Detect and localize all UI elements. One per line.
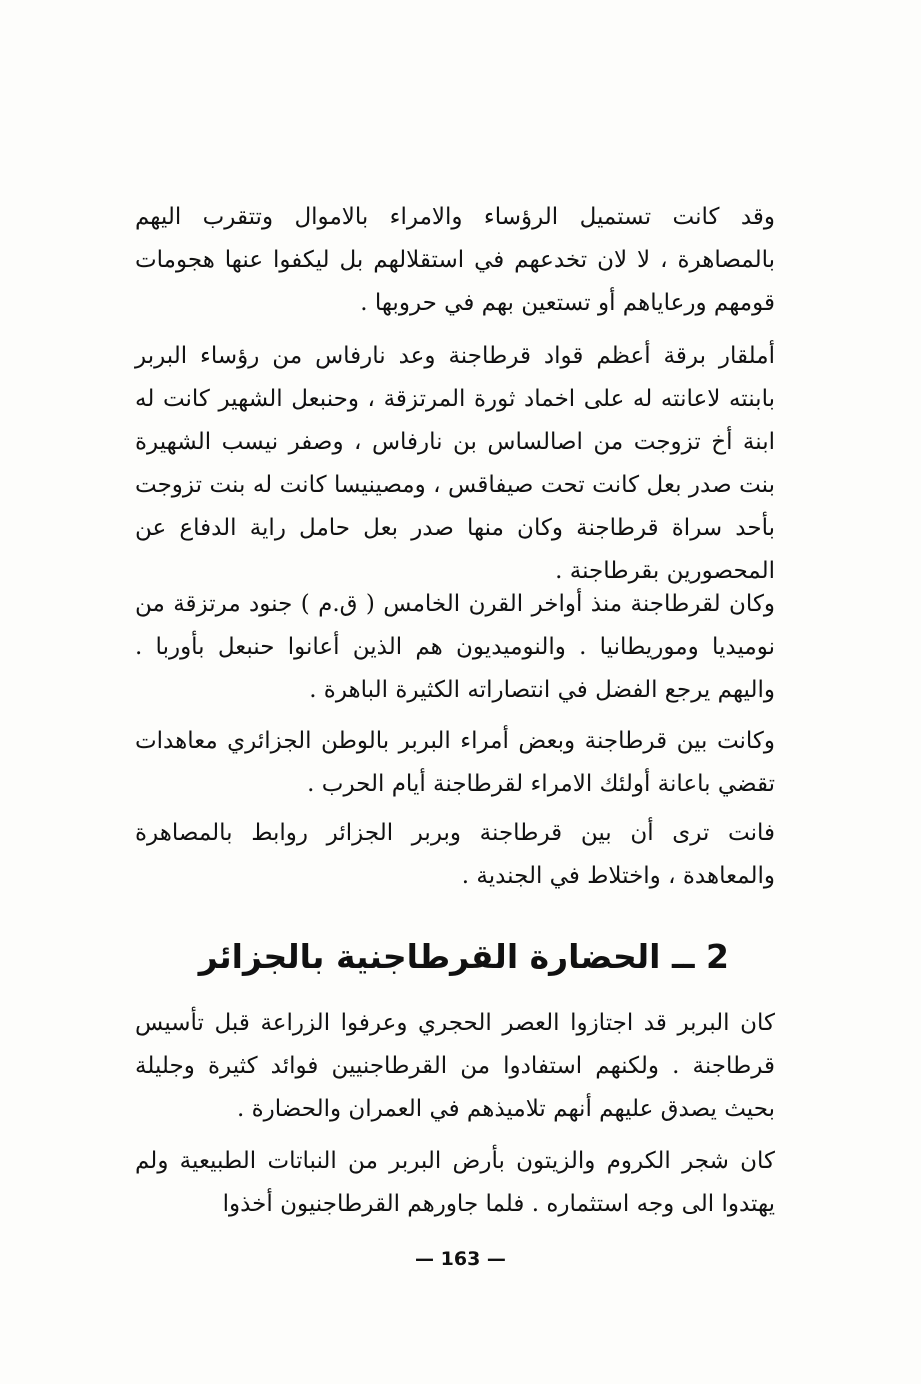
paragraph-hamilcar-examples: أملقار برقة أعظم قواد قرطاجنة وعد نارفاس من رؤساء البربر بابنته لاعانته له على اخماد ثورة المرتزقة ، وحنبعل الشهير كانت له ابنة أخ تزوجت من اصالساس بن نارفاس ، وصفر نيسب الشهيرة بنت صدر بعل كانت تحت صيفاقس ، ومصينيسا كانت له بنت تزوجت بأحد سراة قرطاجنة وكان منها صدر بعل حامل راية الدفاع عن المحصورين بقرطاجنة . (135, 343, 775, 584)
paragraph-treaties: وكانت بين قرطاجنة وبعض أمراء البربر بالوطن الجزائري معاهدات تقضي باعانة أولئك الامراء لقرطاجنة أيام الحرب . (135, 728, 775, 797)
paragraph-civilization-intro: كان البربر قد اجتازوا العصر الحجري وعرفوا الزراعة قبل تأسيس قرطاجنة . ولكنهم استفادوا من القرطاجنيين فوائد كثيرة وجليلة بحيث يصدق عليهم أنهم تلاميذهم في العمران والحضارة . (135, 1010, 775, 1122)
paragraph-mercenaries: وكان لقرطاجنة منذ أواخر القرن الخامس ( ق.م ) جنود مرتزقة من نوميديا وموريطانيا . والنوميديون هم الذين أعانوا حنبعل بأوربا . واليهم يرجع الفضل في انتصاراته الكثيرة الباهرة . (135, 591, 775, 703)
paragraph-vines-olives: كان شجر الكروم والزيتون بأرض البربر من النباتات الطبيعية ولم يهتدوا الى وجه استثماره . فلما جاورهم القرطاجنيون أخذوا (135, 1148, 775, 1217)
page-number: — 163 — (415, 1248, 506, 1270)
paragraph-alliances-marriage: وقد كانت تستميل الرؤساء والامراء بالاموال وتتقرب اليهم بالمصاهرة ، لا لان تخدعهم في استقلالهم بل ليكفوا عنها هجومات قومهم ورعاياهم أو تستعين بهم في حروبها . (135, 204, 775, 316)
paragraph-conclusion: فانت ترى أن بين قرطاجنة وبربر الجزائر روابط بالمصاهرة والمعاهدة ، واختلاط في الجندية . (135, 820, 775, 889)
section-heading: 2 ــ الحضارة القرطاجنية بالجزائر (198, 937, 729, 976)
